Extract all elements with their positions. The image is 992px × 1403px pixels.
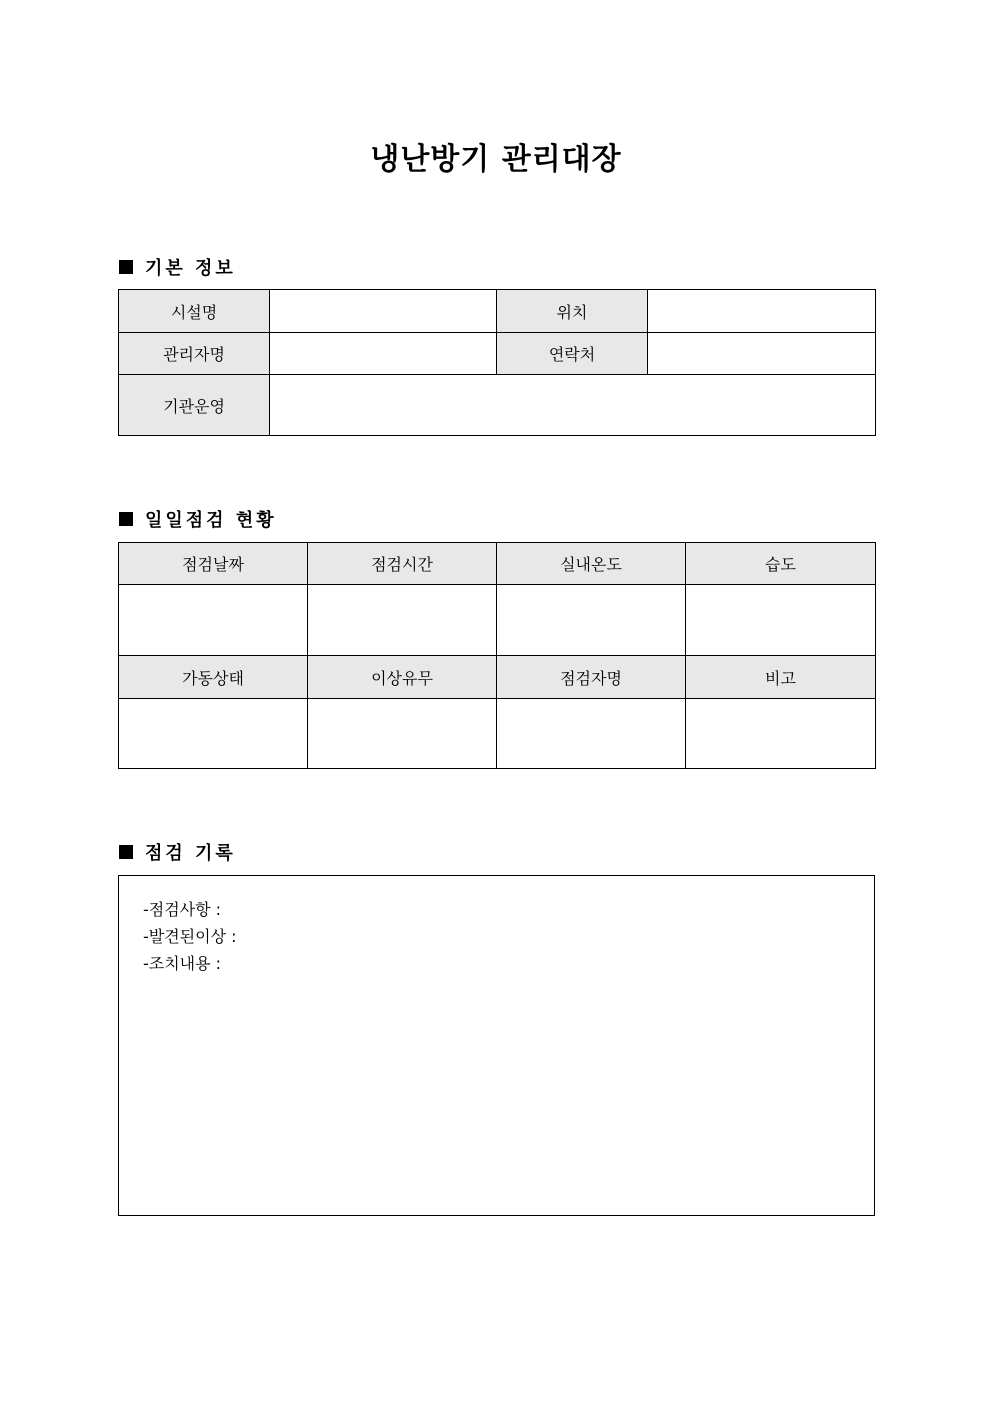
table-header-row bbox=[119, 543, 876, 585]
inspection-date-header: 점검날짜 bbox=[119, 543, 308, 585]
section-heading-basic-info bbox=[119, 254, 236, 280]
inspector-name-field[interactable] bbox=[497, 699, 686, 769]
found-issues-line: -발견된이상 : bbox=[143, 927, 237, 946]
section-heading-label: 일일점검 현황 bbox=[145, 510, 277, 531]
indoor-temperature-field[interactable] bbox=[497, 585, 686, 656]
page-title: 냉난방기 관리대장 bbox=[370, 142, 622, 177]
operating-agency-label: 기관운영 bbox=[119, 375, 270, 436]
table-row bbox=[119, 333, 876, 375]
remarks-header: 비고 bbox=[686, 656, 876, 699]
actions-taken-line: -조치내용 : bbox=[143, 954, 222, 973]
square-bullet-icon bbox=[119, 260, 133, 274]
manager-name-label: 관리자명 bbox=[119, 333, 270, 375]
remarks-field[interactable] bbox=[686, 699, 876, 769]
table-row bbox=[119, 290, 876, 333]
location-label: 위치 bbox=[497, 290, 648, 333]
manager-name-field[interactable] bbox=[270, 333, 497, 375]
inspection-time-field[interactable] bbox=[308, 585, 497, 656]
inspection-record-box[interactable] bbox=[118, 875, 875, 1216]
location-field[interactable] bbox=[648, 290, 876, 333]
table-header-row bbox=[119, 656, 876, 699]
operating-agency-field[interactable] bbox=[270, 375, 876, 436]
humidity-field[interactable] bbox=[686, 585, 876, 656]
inspection-record-lines bbox=[143, 896, 237, 977]
operation-status-header: 가동상태 bbox=[119, 656, 308, 699]
table-row bbox=[119, 585, 876, 656]
table-row bbox=[119, 375, 876, 436]
inspector-name-header: 점검자명 bbox=[497, 656, 686, 699]
operation-status-field[interactable] bbox=[119, 699, 308, 769]
square-bullet-icon bbox=[119, 512, 133, 526]
inspection-items-line: -점검사항 : bbox=[143, 900, 222, 919]
section-heading-inspection-record bbox=[119, 839, 236, 865]
inspection-time-header: 점검시간 bbox=[308, 543, 497, 585]
contact-label: 연락처 bbox=[497, 333, 648, 375]
section-heading-label: 기본 정보 bbox=[145, 258, 236, 279]
daily-inspection-table bbox=[118, 542, 876, 769]
square-bullet-icon bbox=[119, 845, 133, 859]
facility-name-label: 시설명 bbox=[119, 290, 270, 333]
humidity-header: 습도 bbox=[686, 543, 876, 585]
inspection-date-field[interactable] bbox=[119, 585, 308, 656]
section-heading-label: 점검 기록 bbox=[145, 843, 236, 864]
table-row bbox=[119, 699, 876, 769]
facility-name-field[interactable] bbox=[270, 290, 497, 333]
section-heading-daily-inspection bbox=[119, 506, 277, 532]
indoor-temperature-header: 실내온도 bbox=[497, 543, 686, 585]
abnormality-field[interactable] bbox=[308, 699, 497, 769]
abnormality-header: 이상유무 bbox=[308, 656, 497, 699]
contact-field[interactable] bbox=[648, 333, 876, 375]
basic-info-table bbox=[118, 289, 876, 436]
